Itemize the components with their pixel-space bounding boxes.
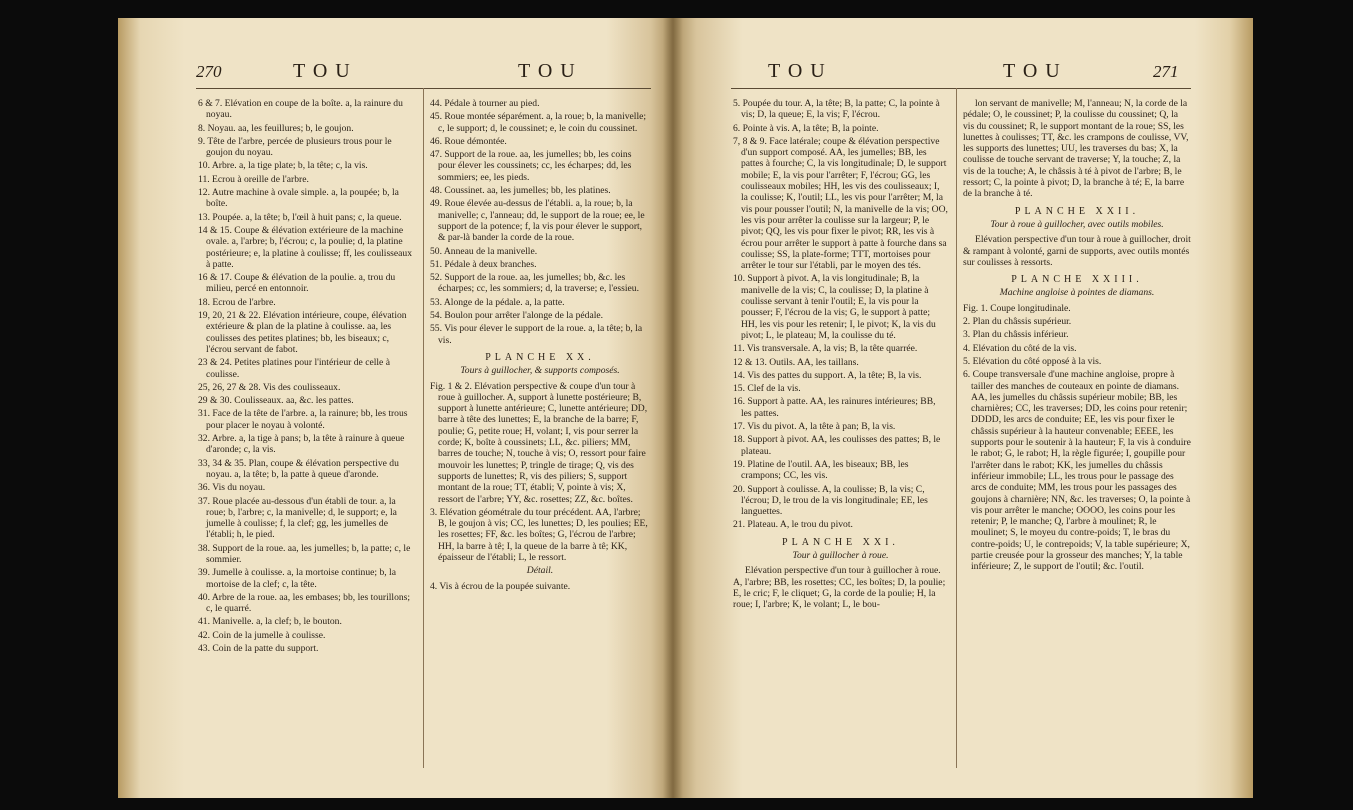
figure-entry: 5. Elévation du côté opposé à la vis.: [963, 355, 1102, 367]
figure-entry: 14 & 15. Coupe & élévation extérieure de la machine ovale. a, l'arbre; b, l'écrou; c, la poulie; d, la platine postérieure; e, la platine à coulisse; ff, les coulisseaux à patte.: [198, 224, 413, 270]
figure-entry: 16. Support à patte. AA, les rainures intérieures; BB, les pattes.: [733, 396, 936, 419]
figure-entry: 2. Plan du châssis supérieur.: [963, 316, 1072, 328]
running-head-left-1: TOU: [293, 60, 358, 82]
figure-entry: 39. Jumelle à coulisse. a, la mortoise continue; b, la mortoise de la clef; c, la tête.: [198, 567, 396, 590]
left-column-2: [430, 98, 650, 594]
figure-entry: 18. Support à pivot. AA, les coulisses des pattes; B, le plateau.: [733, 434, 941, 457]
figure-entry: 36. Vis du noyau.: [198, 482, 266, 494]
figure-entry: 12 & 13. Outils. AA, les taillans.: [733, 356, 859, 368]
figure-entry: 7, 8 & 9. Face latérale; coupe & élévation perspective d'un support composé. AA, les jumelles; BB, les pattes à fourche; C, la vis longitudinale; D, le support mobile; E, la vis pour l'arrêter; F, l'écrou; GG, les coulisseaux mobiles; HH, les vis des coulisseaux; I, la coulisse; K, l'outil; LL, les vis pour l'arrêter; M, la vis pour pousser l'outil; N, la manivelle de la vis; OO, les vis pour arrêter la coulisse sur la largeur; P, le pivot; QQ, les vis pour fixer le pivot; RR, les vis à écrou pour arrêter le support à patte à fourche dans sa coulisse; SS, la plate-forme; TTT, mortoises pour arrêter le tour sur l'établi, par le moyen des tés.: [733, 135, 948, 272]
book-gutter: [663, 18, 683, 798]
figure-entry: 32. Arbre. a, la tige à pans; b, la tête à rainure à queue d'aronde; c, la vis.: [198, 433, 405, 456]
figure-entry: 11. Ecrou à oreille de l'arbre.: [198, 173, 309, 185]
figure-entry: 53. Alonge de la pédale. a, la patte.: [430, 296, 565, 308]
figure-entry: 20. Support à coulisse. A, la coulisse; B, la vis; C, l'écrou; D, le trou de la vis longitudinale; EE, les languettes.: [733, 483, 928, 518]
figure-entry: 13. Poupée. a, la tête; b, l'œil à huit pans; c, la queue.: [198, 211, 402, 223]
figure-entry: 21. Plateau. A, le trou du pivot.: [733, 519, 853, 531]
figure-entry: 47. Support de la roue. aa, les jumelles; bb, les coins pour élever les coussinets; cc, les écharpes; dd, les sommiers; ee, les pieds.: [430, 149, 632, 183]
figure-entry: 43. Coin de la patte du support.: [198, 643, 319, 655]
figure-entry: 29 & 30. Coulisseaux. aa, &c. les pattes.: [198, 395, 354, 407]
figure-entry: 9. Tête de l'arbre, percée de plusieurs trous pour le goujon du noyau.: [198, 135, 392, 159]
plate-subtitle: Tour à guillocher à roue.: [792, 549, 889, 561]
figure-entry: 16 & 17. Coupe & élévation de la poulie. a, trou du milieu, percé en entonnoir.: [198, 272, 396, 295]
figure-entry: 6. Coupe transversale d'une machine angloise, propre à tailler des manches de couteaux en pointe de diamans. AA, les jumelles du châssis supérieur mobile; BB, les charnières; CC, les traverses; DD, les coins pour retenir; DDDD, les arcs de conduite; EE, les vis pour fixer le châssis supérieur à la hauteur convenable; EEEE, les supports pour le soutenir à la hauteur; F, la vis à conduire le rabot; G, le rabot; H, la règle figurée; I, goupille pour l'arrêter dans le rabot; KK, les jumelles du châssis inférieur immobile; LL, les trous pour le passage des arcs de conduite; MM, les trous pour les passages des goujons à charnière; NN, &c. les traverses; O, la pointe à vis pour arrêter le manche; OOOO, les coins pour les retenir; P, le manche; Q, l'arbre à moulinet; R, le moulinet; S, le moyeu du contre-poids; T, le bras du contre-poids; U, le contrepoids; V, la table supérieure; X, partie creusée pour la grosseur des manches; Y, la table inférieure; Z, le support de l'outil; &c. l'outil.: [963, 369, 1191, 573]
right-column-1: [733, 98, 948, 612]
figure-entry: 8. Noyau. aa, les feuillures; b, le goujon.: [198, 122, 354, 134]
figure-entry: 5. Poupée du tour. A, la tête; B, la patte; C, la pointe à vis; D, la queue; E, la vis; F, l'écrou.: [733, 98, 940, 121]
running-head-left-2: TOU: [518, 60, 583, 82]
header-rule-right: [731, 88, 1191, 89]
figure-entry: 48. Coussinet. aa, les jumelles; bb, les platines.: [430, 185, 611, 197]
plate-heading: PLANCHE XXII.: [1014, 205, 1140, 217]
open-book: [118, 18, 1253, 798]
figure-entry: 38. Support de la roue. aa, les jumelles; b, la patte; c, le sommier.: [198, 542, 411, 565]
figure-entry: 54. Boulon pour arrêter l'alonge de la pédale.: [430, 310, 604, 322]
paragraph: Elévation perspective d'un tour à roue à guillocher, droit & rampant à volonté, garni de supports, avec outils montés sur coulisses à ressorts.: [963, 234, 1191, 268]
figure-entry: Fig. 1. Coupe longitudinale.: [963, 302, 1071, 314]
detail-heading: Détail.: [526, 565, 554, 577]
figure-entry: 6. Pointe à vis. A, la tête; B, la pointe.: [733, 122, 879, 134]
page-number-left: 270: [196, 62, 222, 81]
figure-entry: 37. Roue placée au-dessous d'un établi de tour. a, la roue; b, l'arbre; c, la manivelle; d, le support; e, la jumelle à coulisse; f, la clef; gg, les jumelles de l'établi; h, le pied.: [198, 495, 397, 541]
figure-entry: 51. Pédale à deux branches.: [430, 258, 537, 270]
figure-entry: 40. Arbre de la roue. aa, les embases; bb, les tourillons; c, le quarré.: [198, 591, 411, 615]
plate-subtitle: Tour à roue à guillocher, avec outils mobiles.: [990, 218, 1164, 230]
plate-heading: PLANCHE XX.: [485, 351, 595, 363]
running-head-right-1: TOU: [768, 60, 833, 82]
right-page: [673, 18, 1253, 798]
figure-entry: 10. Arbre. a, la tige plate; b, la tête; c, la vis.: [198, 160, 368, 172]
plate-heading: PLANCHE XXIII.: [1011, 274, 1143, 286]
column-rule-right: [956, 88, 957, 768]
figure-entry: Fig. 1 & 2. Elévation perspective & coupe d'un tour à roue à guillocher. A, support à lunette postérieure; B, support à lunette antérieure; C, lunette antérieure; DD, barre à tête des lunettes; E, la branche de la barre; F, poulie; G, petite roue; H, volant; I, vis pour serrer la corde; K, boîte à coussinets; LL, &c. piliers; MM, barres de touche; N, touche à vis; O, ressort pour faire mouvoir les lunettes; P, tringle de tirage; Q, vis des supports de lunettes; R, vis des piliers; S, support montant de la roue; TT, établi; V, pointe à vis; X, ressort de l'arbre; YY, &c. rosettes; ZZ, &c. boîtes.: [430, 380, 648, 505]
figure-entry: 46. Roue démontée.: [430, 135, 507, 147]
right-column-2: [963, 98, 1191, 575]
figure-entry: 33, 34 & 35. Plan, coupe & élévation perspective du noyau. a, la tête; b, la patte à queue d'aronde.: [198, 457, 399, 480]
figure-entry: 49. Roue élevée au-dessus de l'établi. a, la roue; b, la manivelle; c, l'anneau; dd, le support de la roue; ee, le support de la potence; f, la vis pour élever le support, & par-là bander la corde de la roue.: [430, 198, 645, 244]
figure-entry: 25, 26, 27 & 28. Vis des coulisseaux.: [198, 381, 341, 393]
running-head-right-2: TOU: [1003, 60, 1068, 82]
plate-subtitle: Machine angloise à pointes de diamans.: [999, 287, 1155, 299]
paragraph: Elévation perspective d'un tour à guillocher à roue. A, l'arbre; BB, les rosettes; CC, les boîtes; D, la poulie; E, le cric; F, le cliquet; G, la corde de la poulie; H, la roue; I, l'arbre; K, le volant; L, le bou-: [733, 565, 946, 611]
figure-entry: 10. Support à pivot. A, la vis longitudinale; B, la manivelle de la vis; C, la coulisse; D, la platine à coulisse servant à tenir l'outil; E, la vis pour la pousser; F, l'écrou de la vis; G, le support à patte; HH, les vis pour les retenir; I, le pivot; K, la vis du pivot; L, le plateau; M, la coulisse du té.: [733, 273, 936, 341]
plate-subtitle: Tours à guillocher, & supports composés.: [460, 365, 620, 377]
left-page: [118, 18, 673, 798]
figure-entry: 3. Plan du châssis inférieur.: [963, 329, 1069, 341]
figure-entry: 11. Vis transversale. A, la vis; B, la tête quarrée.: [733, 343, 918, 355]
figure-entry: 15. Clef de la vis.: [733, 383, 801, 395]
plate-heading: PLANCHE XXI.: [782, 536, 899, 548]
figure-entry: 42. Coin de la jumelle à coulisse.: [198, 629, 326, 641]
figure-entry: 41. Manivelle. a, la clef; b, le bouton.: [198, 616, 342, 628]
figure-entry: 4. Elévation du côté de la vis.: [963, 342, 1077, 354]
figure-entry: 31. Face de la tête de l'arbre. a, la rainure; bb, les trous pour placer le noyau à volonté.: [198, 408, 408, 431]
figure-entry: 18. Ecrou de l'arbre.: [198, 296, 276, 308]
figure-entry: 50. Anneau de la manivelle.: [430, 245, 538, 257]
figure-entry: 12. Autre machine à ovale simple. a, la poupée; b, la boîte.: [198, 187, 399, 210]
figure-entry: 6 & 7. Elévation en coupe de la boîte. a, la rainure du noyau.: [198, 98, 403, 121]
figure-entry: 19. Platine de l'outil. AA, les biseaux; BB, les crampons; CC, les vis.: [733, 458, 909, 482]
left-column-1: [198, 98, 416, 656]
page-number-right: 271: [1153, 62, 1179, 81]
figure-entry: 52. Support de la roue. aa, les jumelles; bb, &c. les écharpes; cc, les sommiers; d, la traverse; e, l'essieu.: [430, 272, 639, 295]
figure-entry: 14. Vis des pattes du support. A, la tête; B, la vis.: [733, 369, 922, 381]
figure-entry: 45. Roue montée séparément. a, la roue; b, la manivelle; c, le support; d, le coussinet; e, le coin du coussinet.: [430, 111, 647, 134]
figure-entry: 23 & 24. Petites platines pour l'intérieur de celle à coulisse.: [198, 357, 390, 380]
figure-entry: 19, 20, 21 & 22. Elévation intérieure, coupe, élévation extérieure & plan de la platine à coulisse. aa, les coulisses des petites platines; bb, les biseaux; c, l'écrou servant de fabot.: [198, 310, 407, 355]
figure-entry: 3. Elévation géométrale du tour précédent. AA, l'arbre; B, le goujon à vis; CC, les lunettes; D, les poulies; EE, les rosettes; FF, &c. les boîtes; G, l'écrou de l'arbre; HH, la barre à tê; I, la queue de la barre à tê; KK, épaisseur de l'établi; L, le ressort.: [430, 506, 648, 563]
paragraph: lon servant de manivelle; M, l'anneau; N, la corde de la pédale; O, le coussinet; P, la coulisse du coussinet; Q, la vis du coussinet; R, le support montant de la roue; SS, les lunettes à coulisses; TT, &c. les crampons de coulisse, VV, les supports des lunettes; UU, les traverses du bas; X, la coulisse de touche servant de traverse; Y, la touche; Z, la vis de la touche; A, le châssis à té à pivot de l'arbre; B, le ressort; C, la pointe à pivot; D, la branche à té; E, la barre de la branche à té.: [963, 98, 1189, 200]
column-rule-left: [423, 88, 424, 768]
figure-entry: 44. Pédale à tourner au pied.: [430, 98, 540, 109]
figure-entry: 55. Vis pour élever le support de la roue. a, la tête; b, la vis.: [430, 323, 643, 346]
figure-entry: 17. Vis du pivot. A, la tête à pan; B, la vis.: [733, 421, 896, 433]
figure-entry: 4. Vis à écrou de la poupée suivante.: [430, 580, 571, 592]
